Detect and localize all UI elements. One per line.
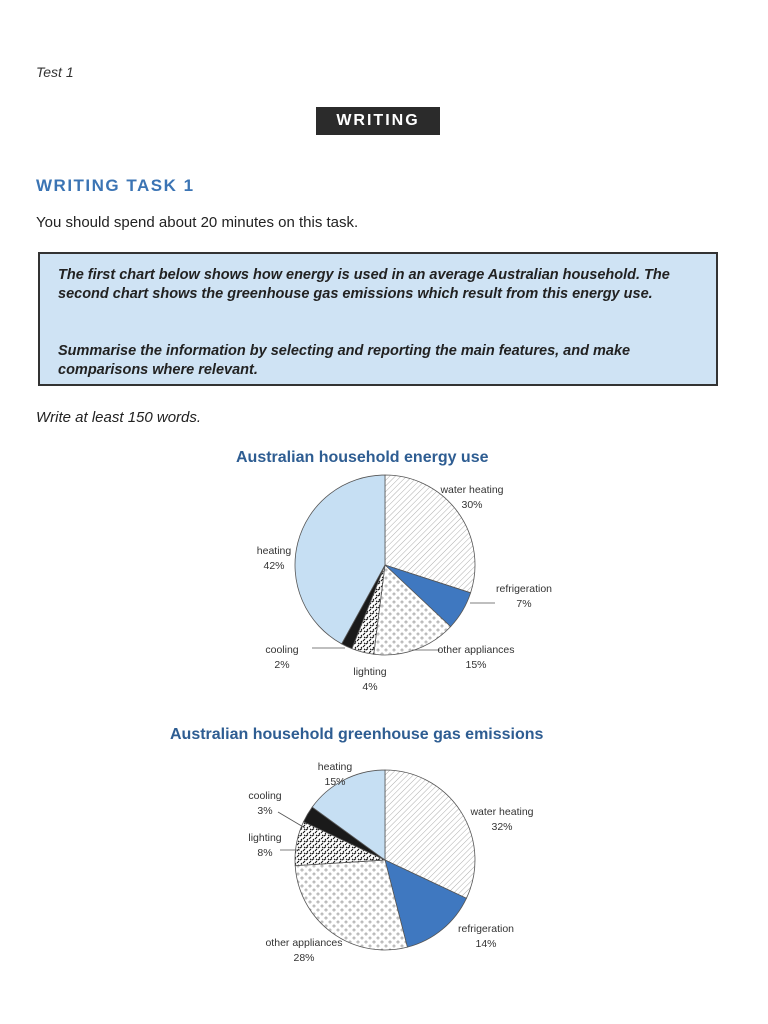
- slice-label-other-appliances: other appliances: [437, 644, 515, 656]
- slice-value-other-appliances: 28%: [293, 952, 315, 964]
- leader-line-cooling: [278, 812, 305, 828]
- slice-label-heating: heating: [317, 761, 353, 773]
- slice-value-water-heating: 30%: [461, 499, 483, 511]
- emissions-pie-chart: [248, 761, 533, 964]
- slice-label-lighting: lighting: [353, 666, 387, 678]
- task-paragraph-1: The first chart below shows how energy is used in an average Australian household. The second chart shows the greenhouse gas emissions which result from this energy use.: [58, 267, 670, 302]
- slice-value-refrigeration: 14%: [475, 938, 497, 950]
- slice-label-water-heating: water heating: [440, 484, 504, 496]
- energy-use-pie-chart: [257, 475, 552, 693]
- slice-value-other-appliances: 15%: [465, 659, 487, 671]
- slice-label-lighting: lighting: [248, 832, 282, 844]
- chart-1-title: Australian household energy use: [236, 449, 489, 466]
- page-header-label: Test 1: [36, 64, 74, 80]
- slice-label-refrigeration: refrigeration: [495, 583, 553, 595]
- slice-value-cooling: 3%: [257, 805, 273, 817]
- chart-2-title: Australian household greenhouse gas emissions: [170, 726, 544, 743]
- section-badge: WRITING: [316, 107, 440, 135]
- slice-label-cooling: cooling: [265, 644, 299, 656]
- slice-label-water-heating: water heating: [470, 806, 534, 818]
- slice-value-cooling: 2%: [274, 659, 290, 671]
- task-paragraph-2: Summarise the information by selecting and reporting the main features, and make comparisons where relevant.: [58, 343, 631, 378]
- slice-value-lighting: 4%: [362, 681, 378, 693]
- slice-label-other-appliances: other appliances: [265, 937, 343, 949]
- slice-value-heating: 15%: [324, 776, 346, 788]
- slice-value-heating: 42%: [263, 560, 285, 572]
- slice-value-refrigeration: 7%: [516, 598, 532, 610]
- task-title: WRITING TASK 1: [36, 176, 195, 195]
- slice-label-refrigeration: refrigeration: [457, 923, 515, 935]
- slice-value-lighting: 8%: [257, 847, 273, 859]
- word-count-instruction: Write at least 150 words.: [36, 409, 202, 426]
- slice-label-heating: heating: [256, 545, 292, 557]
- slice-value-water-heating: 32%: [491, 821, 513, 833]
- instruction-text: You should spend about 20 minutes on this task.: [36, 214, 359, 231]
- slice-label-cooling: cooling: [248, 790, 282, 802]
